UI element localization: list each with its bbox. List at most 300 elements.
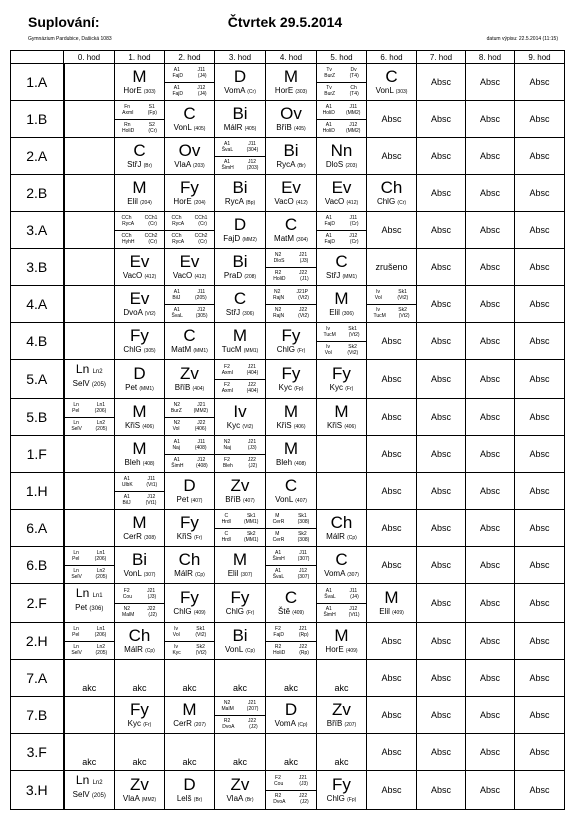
group-line [317, 332, 366, 338]
group-part [215, 455, 265, 473]
group-room: (Vt2) [298, 294, 309, 301]
group-name: J21 [298, 774, 307, 781]
empty-slot [65, 212, 115, 248]
subject: Bi [131, 550, 148, 569]
group-subject: Ln [73, 625, 79, 632]
lesson-cell [317, 734, 367, 771]
lesson [215, 175, 265, 211]
table-row [11, 547, 565, 584]
language-subject: Ln [75, 773, 90, 787]
table-row [11, 323, 565, 360]
teacher: KřiS [176, 532, 192, 541]
room: (Fr) [246, 610, 255, 616]
group-line [165, 650, 214, 656]
language-room: (205) [91, 793, 106, 799]
group-subject: N2 [173, 420, 181, 427]
lesson [115, 399, 164, 435]
subject: Fy [180, 178, 199, 197]
status-text: Absc [381, 449, 402, 459]
group-part [165, 305, 214, 323]
group-teacher: Cou [122, 593, 132, 600]
lesson-cell [165, 323, 215, 360]
subject: C [335, 252, 348, 271]
room: (303) [295, 89, 308, 95]
subject: M [132, 513, 147, 532]
group-teacher: Vol [374, 294, 382, 301]
action-text: akc [82, 757, 97, 767]
table-row [11, 697, 565, 734]
status-text: Absc [479, 785, 500, 795]
status [417, 323, 465, 359]
status [417, 510, 465, 546]
group-subject: Ln [73, 420, 79, 427]
lesson-cell [417, 436, 466, 473]
group-teacher: RycA [172, 239, 185, 246]
class-label: 3.H [11, 771, 64, 810]
lesson-cell [165, 771, 215, 810]
lesson [317, 286, 366, 322]
split-lesson [165, 212, 214, 248]
lesson [215, 623, 265, 659]
group-subject: A1 [325, 103, 332, 110]
group-teacher: SelV [71, 426, 82, 433]
status [466, 623, 514, 659]
lesson-cell [317, 660, 367, 697]
group-room: (Vt1) [146, 481, 158, 488]
class-label: 6.A [11, 510, 64, 547]
teacher: StřJ [225, 308, 241, 317]
group-subject: C [224, 512, 229, 519]
lesson-cell [417, 473, 466, 510]
lesson-cell [367, 510, 417, 547]
group-line [215, 370, 265, 376]
room: (Bp) [245, 200, 256, 206]
action-text: akc [132, 683, 147, 693]
lesson [115, 772, 164, 808]
split-lesson [317, 585, 366, 621]
group-room: (206) [94, 631, 107, 638]
status-text: Absc [479, 114, 500, 124]
status [115, 660, 164, 696]
class-label: 1.A [11, 64, 64, 101]
lesson-cell [266, 249, 317, 286]
status-text: Absc [430, 77, 451, 87]
language-teacher: SelV [72, 379, 90, 388]
class-label: 1.H [11, 473, 64, 510]
room: (307) [143, 572, 156, 578]
status-text: Absc [430, 374, 451, 384]
lesson-cell [466, 771, 515, 810]
teacher: ChlG [276, 345, 295, 354]
lesson [115, 138, 164, 174]
lesson-cell [165, 584, 215, 623]
split-lesson [165, 436, 214, 472]
group-line [115, 612, 164, 618]
group-teacher: ŠvaL [324, 593, 336, 600]
lesson-cell [317, 473, 367, 510]
teacher-room [165, 495, 214, 506]
group-room: (308) [297, 518, 310, 525]
teacher-room [115, 569, 164, 580]
teacher: HorE [325, 645, 344, 654]
group-subject: CCh [121, 233, 132, 240]
lesson-cell [64, 697, 115, 734]
room: (307) [347, 572, 359, 578]
group-part [165, 418, 214, 436]
room: (208) [244, 274, 257, 280]
status [515, 323, 564, 359]
lesson [266, 138, 316, 174]
room: (409) [345, 648, 358, 654]
lesson-cell [215, 584, 266, 623]
group-part [266, 791, 316, 809]
teacher-room [317, 271, 366, 282]
room: (306) [342, 311, 354, 317]
subject: Zv [332, 700, 351, 719]
empty-slot [65, 436, 115, 472]
room: (Cp) [145, 648, 155, 654]
teacher-room [115, 308, 164, 319]
lesson-cell [165, 660, 215, 697]
subject: Bi [232, 178, 248, 197]
status-text: Absc [529, 336, 550, 346]
group-name: J11 [248, 140, 256, 147]
table-row [11, 101, 565, 138]
lesson-cell [64, 64, 115, 101]
room: (408) [294, 461, 306, 467]
group-room: (404) [246, 369, 259, 376]
group-teacher: MalM [122, 612, 135, 619]
teacher-room [367, 197, 416, 208]
lesson-cell [115, 697, 165, 734]
subject: Fy [180, 513, 199, 532]
room: (412) [295, 200, 308, 206]
teacher: Elil [227, 569, 239, 578]
lesson-cell [215, 101, 266, 138]
lesson-cell [64, 138, 115, 175]
group-line [165, 239, 214, 245]
lesson-cell [215, 436, 266, 473]
table-row [11, 510, 565, 547]
group-part [65, 399, 115, 418]
lesson [165, 361, 214, 397]
lesson-cell [165, 101, 215, 138]
lesson-cell [515, 64, 565, 101]
room: (405) [193, 126, 206, 132]
group-teacher: Pel [72, 407, 80, 414]
status-text: Absc [529, 673, 550, 683]
room: (404) [192, 386, 205, 392]
lesson-cell [317, 286, 367, 323]
status-text: Absc [479, 636, 500, 646]
teacher-room [165, 345, 214, 356]
lesson-cell [266, 436, 317, 473]
lesson-cell [64, 584, 115, 623]
teacher: Lelš [176, 794, 192, 803]
teacher-room [115, 645, 164, 656]
teacher: VlaA [174, 160, 191, 169]
room: (Fp) [347, 797, 357, 803]
lesson [266, 399, 316, 435]
lesson-cell [367, 473, 417, 510]
lesson-cell [64, 175, 115, 212]
lesson-cell [417, 138, 466, 175]
lesson-cell [417, 360, 466, 399]
lesson-cell [367, 660, 417, 697]
subject: Ev [129, 289, 150, 308]
teacher-room [266, 421, 316, 432]
teacher: VlaA [226, 794, 243, 803]
group-name: Sk1 [398, 288, 407, 295]
group-room: (406) [194, 426, 207, 433]
subject: Bi [232, 252, 248, 271]
status [515, 138, 564, 174]
group-line [65, 408, 115, 414]
group-line [215, 537, 265, 543]
split-lesson [65, 623, 115, 659]
teacher-room [165, 532, 214, 543]
teacher: ChlG [173, 607, 192, 616]
group-room: (T4) [349, 91, 359, 98]
lesson-cell [64, 101, 115, 138]
room: (407) [295, 498, 307, 504]
lesson-cell [266, 660, 317, 697]
lesson-cell [466, 323, 515, 360]
split-lesson [165, 623, 214, 659]
lesson [317, 361, 366, 397]
subject: Fy [281, 364, 301, 383]
lesson-cell [266, 286, 317, 323]
room: (407) [243, 498, 255, 504]
group-name: J21 [298, 625, 307, 632]
room: (Fr) [297, 348, 306, 354]
language-teacher: SelV [72, 790, 90, 799]
teacher: ChlG [123, 345, 142, 354]
language-line [65, 362, 115, 376]
room: (409) [292, 610, 304, 616]
teacher: Bleh [124, 458, 141, 467]
lesson [266, 585, 316, 621]
room: (MM1) [243, 348, 259, 354]
group-subject: A1 [325, 233, 332, 240]
subject: M [334, 626, 349, 645]
class-label: 2.B [11, 175, 64, 212]
status [367, 399, 416, 435]
subject: M [132, 402, 147, 421]
teacher-room [266, 607, 316, 618]
group-room: (J2) [248, 463, 258, 470]
subject: D [233, 215, 247, 234]
room: (MM1) [139, 386, 154, 392]
lesson [215, 473, 265, 509]
status-text: Absc [479, 412, 500, 422]
lesson-cell [115, 473, 165, 510]
status [466, 547, 514, 583]
group-subject: N2 [173, 401, 181, 408]
group-room: (MM1) [243, 518, 259, 525]
status [417, 101, 465, 137]
table-row [11, 436, 565, 473]
lesson-cell [466, 360, 515, 399]
lesson [115, 547, 164, 583]
group-subject: CCh [171, 214, 182, 221]
group-part [165, 623, 214, 642]
table-row [11, 473, 565, 510]
group-part [165, 286, 214, 305]
status [317, 660, 366, 696]
group-room: (Vt2) [347, 350, 359, 357]
lesson-cell [165, 175, 215, 212]
teacher-room [317, 719, 366, 730]
group-part [215, 157, 265, 175]
lesson-cell [115, 323, 165, 360]
room: (406) [344, 424, 357, 430]
teacher-room [266, 458, 316, 469]
subject: C [183, 326, 196, 345]
subject: D [183, 775, 196, 794]
status [417, 585, 465, 621]
lesson-cell [515, 623, 565, 660]
lesson-cell [64, 547, 115, 584]
lesson-cell [115, 399, 165, 436]
subject: Ev [281, 178, 301, 197]
lesson-cell [417, 286, 466, 323]
status-text: Absc [430, 299, 451, 309]
lesson-cell [367, 623, 417, 660]
group-teacher: HoliD [122, 128, 135, 135]
group-subject: F2 [224, 363, 230, 370]
lesson-cell [215, 771, 266, 810]
teacher: Ště [278, 607, 291, 616]
status-text: Absc [381, 114, 402, 124]
teacher: BříB [174, 383, 191, 392]
lesson-cell [417, 623, 466, 660]
action-text: akc [232, 757, 247, 767]
group-subject: A1 [325, 606, 332, 613]
lesson-cell [367, 101, 417, 138]
group-subject: A1 [123, 475, 130, 482]
group-teacher: HyhH [121, 239, 135, 246]
teacher-room [266, 719, 316, 730]
status-text: Absc [479, 747, 500, 757]
group-subject: Fn [124, 103, 131, 110]
status [215, 660, 265, 696]
lesson [165, 249, 214, 285]
subject: Zv [230, 476, 250, 495]
teacher-room [317, 308, 366, 319]
lesson-cell [515, 510, 565, 547]
group-name: CCh2 [194, 233, 208, 240]
group-line [367, 313, 416, 319]
action-text: akc [334, 683, 349, 693]
lesson [115, 249, 164, 285]
teacher: KřiS [276, 421, 292, 430]
lesson-cell [115, 138, 165, 175]
subject: Nn [330, 141, 353, 160]
group-name: J22 [299, 644, 308, 651]
group-part [165, 212, 214, 231]
group-subject: R2 [274, 644, 282, 651]
teacher: KřiS [326, 421, 343, 430]
status-text: Absc [529, 151, 550, 161]
group-subject: C [224, 531, 229, 538]
room: (203) [193, 163, 205, 169]
teacher-room [367, 607, 416, 618]
status-text: Absc [430, 188, 451, 198]
status [317, 734, 366, 770]
group-teacher: CerR [272, 537, 285, 544]
group-name: J12 [349, 233, 358, 240]
lesson-cell [515, 660, 565, 697]
lesson [317, 249, 366, 285]
teacher: BříB [326, 719, 343, 728]
lesson [115, 175, 164, 211]
class-label: 5.B [11, 399, 64, 436]
language-group: Ln2 [92, 780, 103, 786]
group-room: (J4) [197, 72, 207, 79]
status [367, 323, 416, 359]
status-text: Absc [529, 785, 550, 795]
group-name: Sk2 [398, 307, 407, 314]
lesson-cell [317, 547, 367, 584]
group-subject: Tv [326, 85, 332, 92]
group-teacher: TucM [323, 331, 336, 338]
class-label: 1.F [11, 436, 64, 473]
column-header-row [11, 51, 565, 64]
subject: Ov [280, 104, 302, 123]
room: (304) [296, 237, 308, 243]
room: (407) [190, 498, 203, 504]
subject: M [132, 439, 147, 458]
subject: M [283, 67, 299, 86]
status [515, 585, 564, 621]
table-row [11, 623, 565, 660]
status [367, 361, 416, 397]
room: (409) [193, 610, 206, 616]
lesson-cell [165, 734, 215, 771]
lesson [115, 323, 164, 359]
subject: Ch [380, 178, 403, 197]
status [515, 436, 564, 472]
language-lesson [65, 773, 115, 809]
group-name: J22 [248, 718, 257, 725]
status-text: Absc [381, 374, 402, 384]
status [466, 212, 514, 248]
lesson [165, 175, 214, 211]
group-subject: A1 [223, 159, 231, 166]
group-line [266, 632, 316, 638]
group-part [115, 585, 164, 604]
teacher: DvoA [123, 308, 143, 317]
lesson-cell [466, 473, 515, 510]
status-text: Absc [479, 77, 500, 87]
class-label: 2.H [11, 623, 64, 660]
group-part [65, 566, 115, 584]
lesson [165, 101, 214, 137]
group-part [215, 361, 265, 380]
status [417, 64, 465, 100]
lesson [215, 249, 265, 285]
group-line [317, 91, 366, 97]
group-part [266, 566, 316, 584]
subject: Ev [129, 252, 150, 271]
room: (412) [346, 200, 359, 206]
lesson [165, 585, 214, 621]
group-room: (Vt1) [348, 612, 360, 619]
lesson-cell [317, 323, 367, 360]
lesson-cell [317, 138, 367, 175]
group-room: (J2) [148, 612, 157, 619]
